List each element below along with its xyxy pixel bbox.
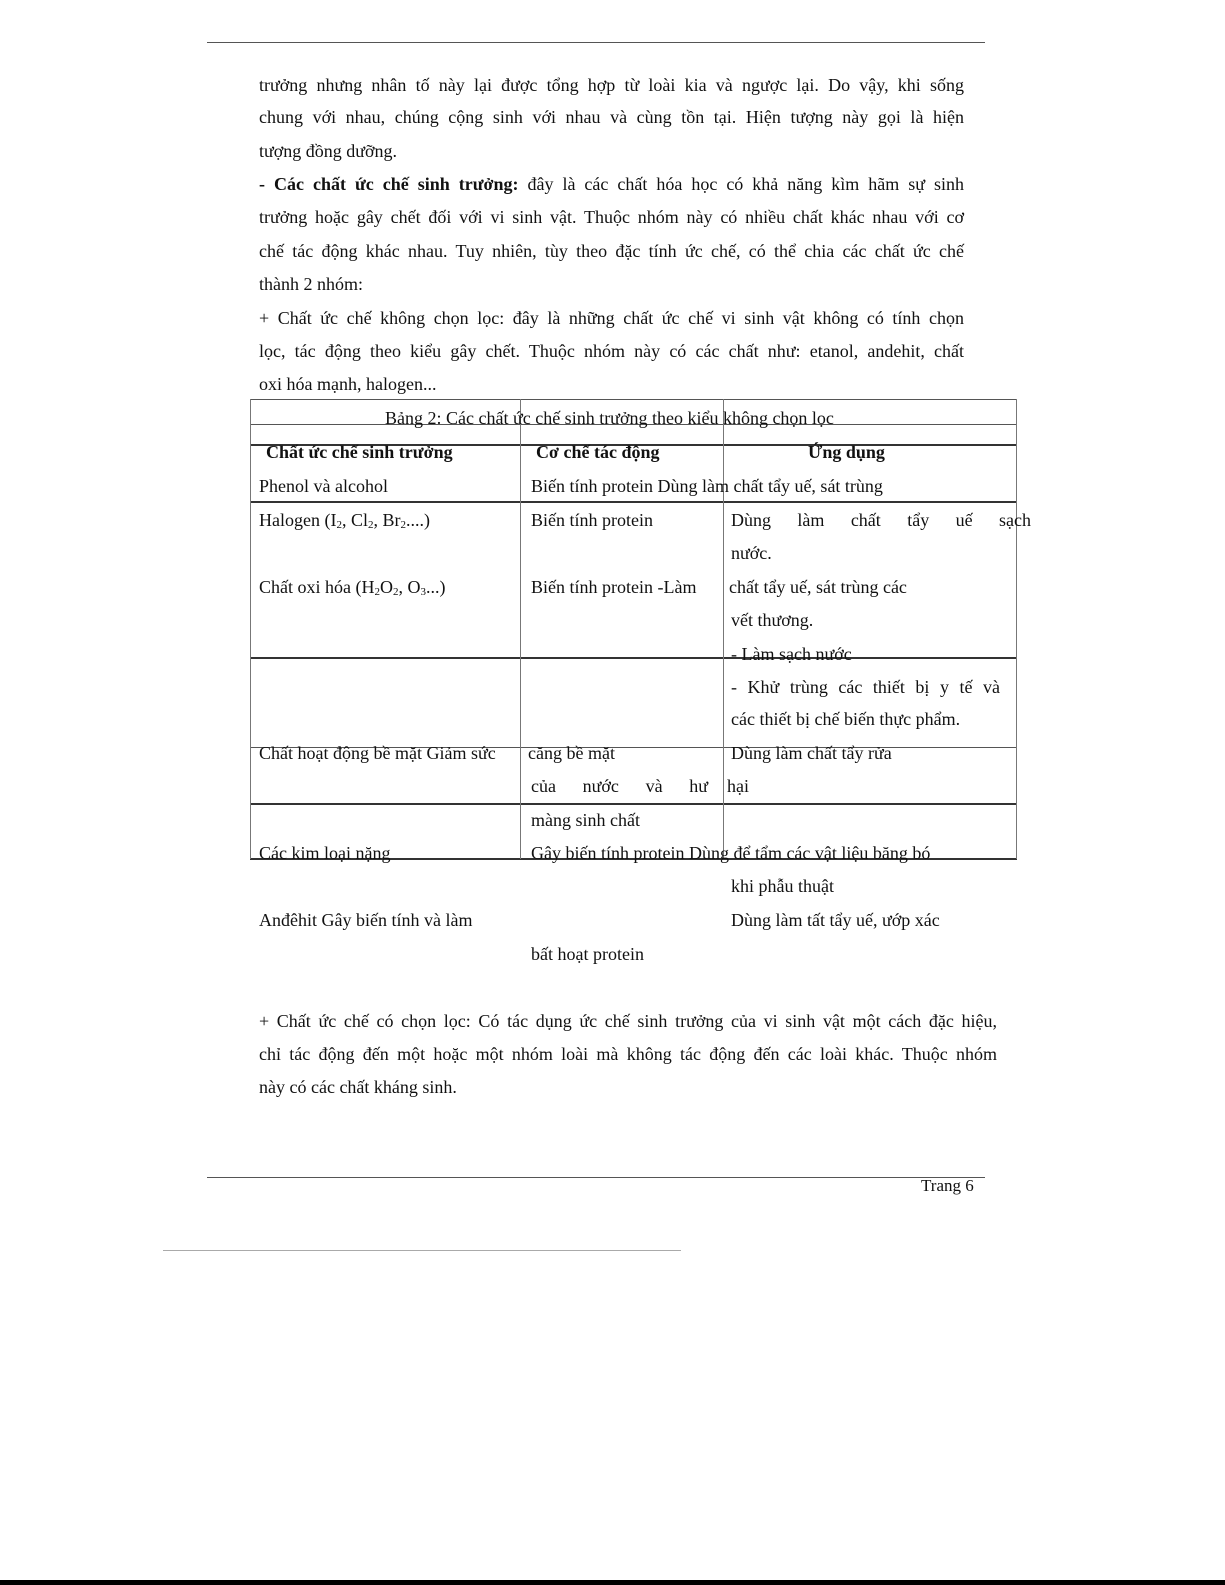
table-rule: [250, 803, 1017, 805]
table-cell: khi phẫu thuật: [731, 876, 834, 896]
table-cell: [259, 576, 445, 603]
paragraph-line: + Chất ức chế không chọn lọc: đây là những chất ức chế vi sinh vật không có tính chọn: [259, 308, 964, 328]
table-header: Ứng dụng: [808, 442, 885, 462]
table-header: Chất ức chế sinh trưởng: [266, 442, 453, 462]
t: Chất oxi hóa (H: [259, 577, 375, 597]
table-cell: Gây biến tính protein Dùng để tẩm các vật liệu băng bó: [531, 843, 931, 863]
table-cell: Biến tính protein: [531, 510, 653, 530]
t: , Br: [373, 510, 401, 530]
table-rule: [250, 501, 1017, 503]
paragraph-line: oxi hóa mạnh, halogen...: [259, 374, 437, 394]
paragraph-line: này có các chất kháng sinh.: [259, 1077, 457, 1097]
table-cell: bất hoạt protein: [531, 944, 644, 964]
table-rule: [520, 399, 521, 859]
table-cell: Phenol và alcohol: [259, 476, 388, 496]
t: 2: [400, 519, 406, 531]
bold-lead: - Các chất ức chế sinh trưởng:: [259, 174, 519, 194]
paragraph-line: trưởng hoặc gây chết đối với vi sinh vật. Thuộc nhóm này có nhiều chất khác nhau với cơ: [259, 207, 964, 227]
header-rule: [207, 42, 985, 43]
table-cell: - Làm sạch nước: [731, 644, 852, 664]
paragraph-line: [259, 173, 964, 195]
table-cell: Dùng làm chất tẩy rửa: [731, 743, 892, 763]
bottom-bar: [0, 1580, 1225, 1585]
table-cell: Anđêhit Gây biến tính và làm: [259, 910, 473, 930]
table-cell: căng bề mặt: [528, 743, 615, 763]
table-rule: [250, 657, 1017, 659]
t: O: [379, 577, 393, 597]
table-cell: Biến tính protein Dùng làm chất tẩy uế, sát trùng: [531, 476, 883, 496]
t: Halogen (I: [259, 510, 337, 530]
table-cell: - Khử trùng các thiết bị y tế và: [731, 677, 1000, 697]
table-cell: Chất hoạt động bề mặt Giảm sức: [259, 743, 496, 763]
t: 2: [367, 519, 374, 531]
table-cell: nước.: [731, 543, 772, 563]
table-cell: Dùng làm tất tẩy uế, ướp xác: [731, 910, 940, 930]
table-cell: hại: [727, 776, 749, 796]
paragraph-line: trưởng nhưng nhân tố này lại được tổng hợp từ loài kia và ngược lại. Do vậy, khi sống: [259, 75, 964, 95]
table-caption: Bảng 2: Các chất ức chế sinh trưởng theo kiểu không chọn lọc: [385, 408, 834, 428]
paragraph-line: thành 2 nhóm:: [259, 274, 363, 294]
t: , O: [398, 577, 421, 597]
page-break-rule: [163, 1250, 681, 1251]
table-cell: Dùng làm chất tẩy uế sạch: [731, 510, 1031, 530]
paragraph-line: chỉ tác động đến một hoặc một nhóm loài mà không tác động đến các loài khác. Thuộc nhóm: [259, 1044, 997, 1064]
paragraph-line: chế tác động khác nhau. Tuy nhiên, tùy theo đặc tính ức chế, có thể chia các chất ức chế: [259, 241, 964, 261]
paragraph-line: chung với nhau, chúng cộng sinh với nhau và cùng tồn tại. Hiện tượng này gọi là hiện: [259, 107, 964, 127]
t: 2: [374, 586, 380, 598]
t: 2: [336, 519, 342, 531]
t: 2: [392, 586, 399, 598]
table-cell: chất tẩy uế, sát trùng các: [729, 577, 907, 597]
paragraph-text: đây là các chất hóa học có khả năng kìm hãm sự sinh: [518, 174, 964, 194]
table-header: Cơ chế tác động: [536, 442, 660, 462]
table-cell: của nước và hư: [531, 776, 708, 796]
paragraph-line: + Chất ức chế có chọn lọc: Có tác dụng ức chế sinh trưởng của vi sinh vật một cách đặc hiệu,: [259, 1011, 997, 1031]
table-cell: các thiết bị chế biến thực phẩm.: [731, 709, 961, 729]
table-rule: [250, 399, 251, 859]
t: , Cl: [341, 510, 368, 530]
table-rule: [1016, 399, 1017, 859]
table-cell: Biến tính protein -Làm: [531, 577, 697, 597]
t: ...): [425, 577, 446, 597]
paragraph-line: lọc, tác động theo kiểu gây chết. Thuộc nhóm này có các chất như: etanol, andehit, chất: [259, 341, 964, 361]
paragraph-line: tượng đồng dưỡng.: [259, 141, 398, 161]
footer-rule: [207, 1177, 985, 1178]
table-cell: màng sinh chất: [531, 810, 640, 830]
table-rule: [723, 399, 724, 859]
table-cell: [259, 509, 430, 536]
table-cell: Các kim loại nặng: [259, 843, 391, 863]
page-number: Trang 6: [921, 1176, 974, 1195]
table-rule: [250, 399, 1017, 400]
t: 3: [420, 586, 426, 598]
t: ....): [405, 510, 430, 530]
table-cell: vết thương.: [731, 610, 814, 630]
